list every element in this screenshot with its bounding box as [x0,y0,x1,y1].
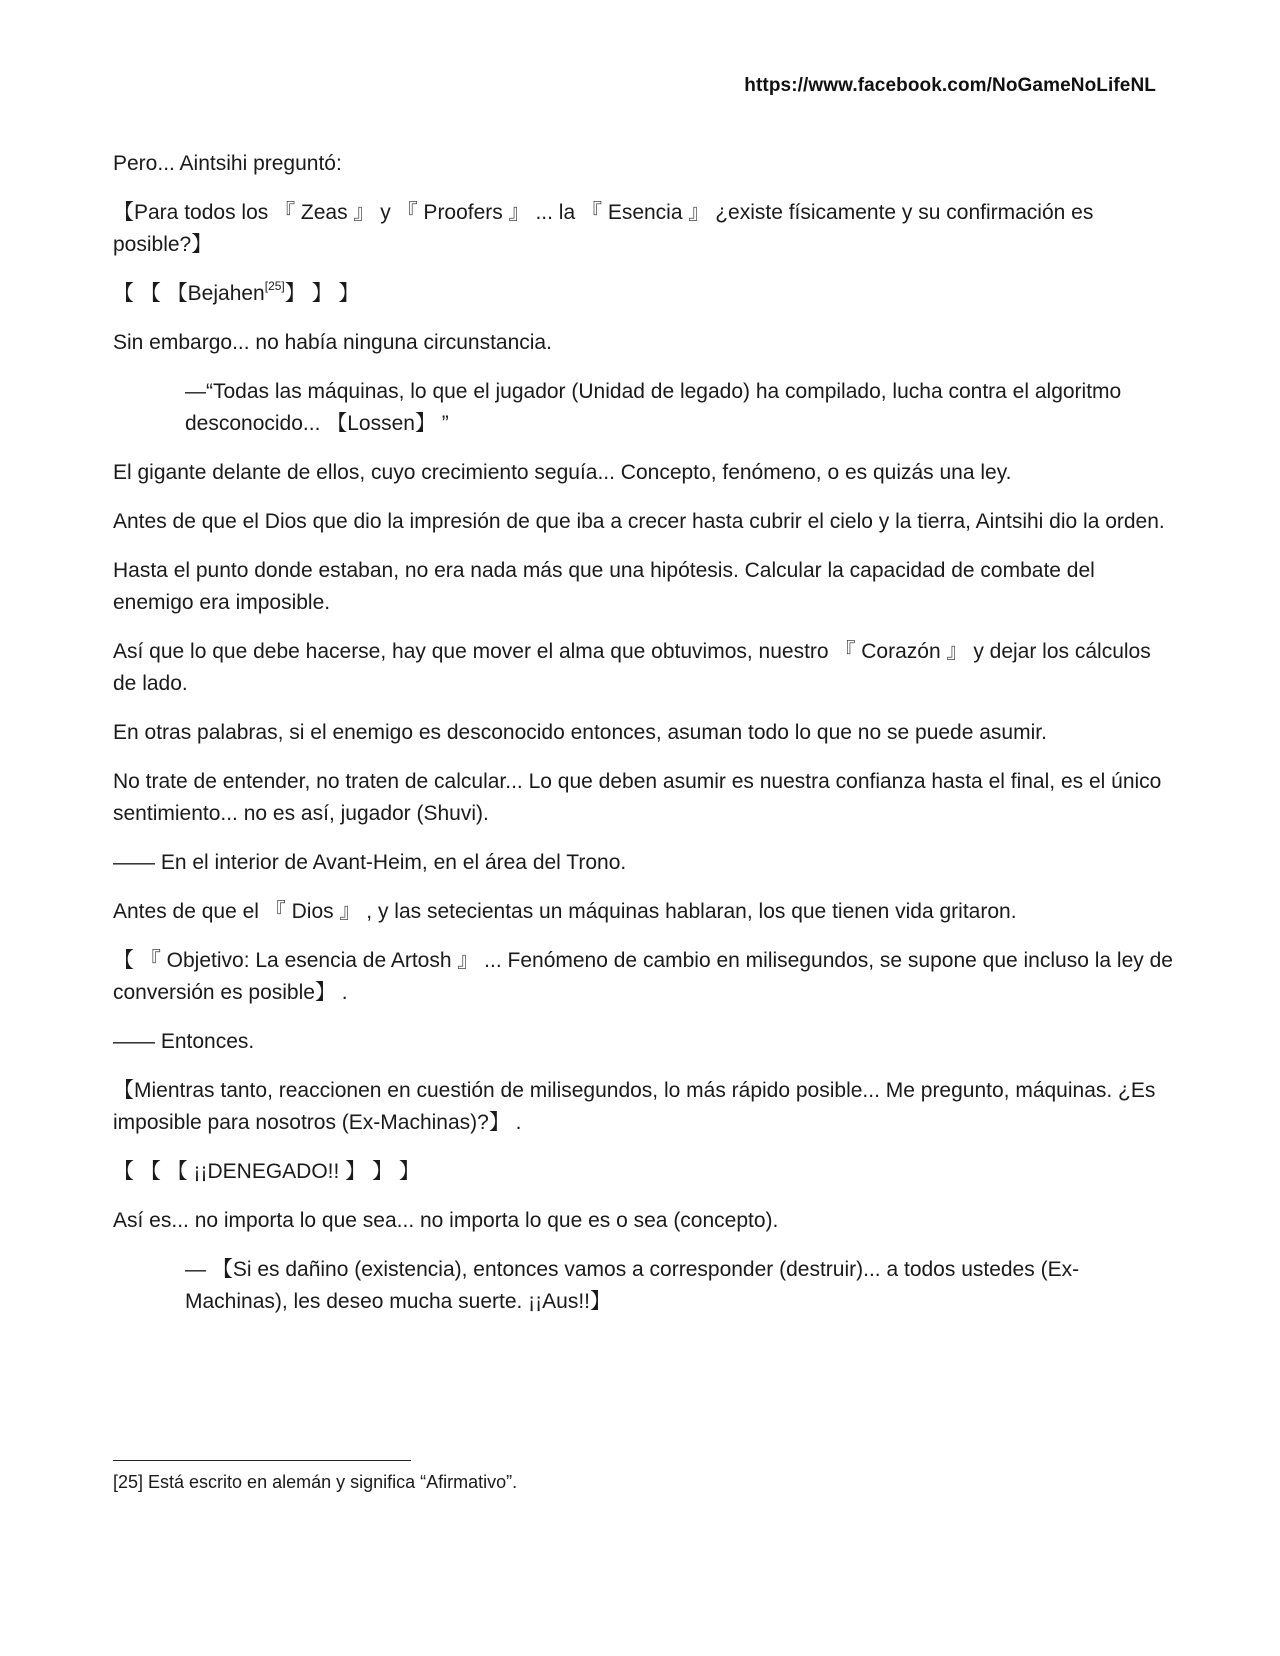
paragraph: Así que lo que debe hacerse, hay que mover el alma que obtuvimos, nuestro 『 Corazón 』 y dejar los cálculos de lado. [113,640,1151,695]
paragraph: —— Entonces. [113,1030,255,1053]
paragraph: Sin embargo... no había ninguna circunstancia. [113,331,552,354]
paragraph-indented: — 【Si es dañino (existencia), entonces vamos a corresponder (destruir)... a todos ustedes (Ex-Machinas), les deseo mucha suerte. ¡¡Aus!!】 [185,1258,1080,1313]
paragraph: 【Mientras tanto, reaccionen en cuestión de milisegundos, lo más rápido posible... Me pregunto, máquinas. ¿Es imposible para nosotros (Ex-Machinas)?】 . [113,1079,1156,1134]
paragraph: 【 【 【 ¡¡DENEGADO!! 】 】 】 [113,1160,420,1183]
paragraph: Antes de que el 『 Dios 』 , y las setecientas un máquinas hablaran, los que tienen vida gritaron. [113,900,1017,923]
paragraph: Pero... Aintsihi preguntó: [113,152,342,175]
paragraph: En otras palabras, si el enemigo es desconocido entonces, asuman todo lo que no se puede asumir. [113,721,1047,744]
paragraph: No trate de entender, no traten de calcular... Lo que deben asumir es nuestra confianza hasta el final, es el único sentimiento... no es así, jugador (Shuvi). [113,770,1162,825]
paragraph: 【Para todos los 『 Zeas 』 y 『 Proofers 』 ... la 『 Esencia 』 ¿existe físicamente y su confirmación es posible?】 [113,201,1094,256]
paragraph: —— En el interior de Avant-Heim, en el área del Trono. [113,851,627,874]
paragraph-bejahen [113,278,1173,310]
paragraph: 【 『 Objetivo: La esencia de Artosh 』 ... Fenómeno de cambio en milisegundos, se supone que incluso la ley de conversión es posible】 . [113,949,1173,1004]
footnote-divider [113,1460,411,1461]
footnote: [25] Está escrito en alemán y significa “Afirmativo”. [113,1472,518,1492]
footnote-ref[interactable]: [25] [264,279,285,293]
paragraph: Antes de que el Dios que dio la impresión de que iba a crecer hasta cubrir el cielo y la tierra, Aintsihi dio la orden. [113,510,1165,533]
header-url[interactable]: https://www.facebook.com/NoGameNoLifeNL [744,75,1156,96]
paragraph: El gigante delante de ellos, cuyo crecimiento seguía... Concepto, fenómeno, o es quizás una ley. [113,461,1012,484]
paragraph: Así es... no importa lo que sea... no importa lo que es o sea (concepto). [113,1209,779,1232]
bejahen-prefix: 【 【 【Bejahen [113,282,265,305]
paragraph-indented: —“Todas las máquinas, lo que el jugador (Unidad de legado) ha compilado, lucha contra el algoritmo desconocido... 【Lossen】 ” [185,380,1122,435]
bejahen-suffix: 】 】 】 [284,282,360,305]
body-text [113,148,1173,1335]
paragraph: Hasta el punto donde estaban, no era nada más que una hipótesis. Calcular la capacidad de combate del enemigo era imposible. [113,559,1095,614]
